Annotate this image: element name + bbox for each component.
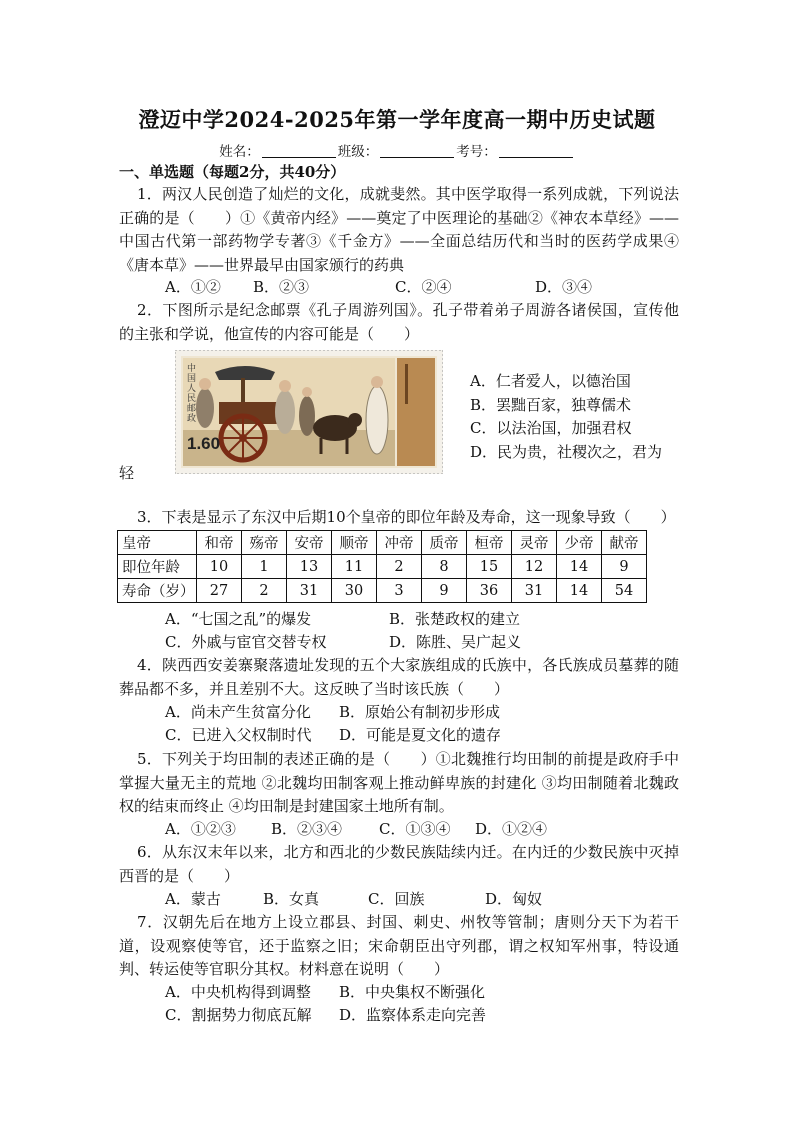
q6-option-d[interactable]: D．匈奴 (485, 890, 543, 908)
exam-no-blank[interactable] (499, 143, 573, 158)
question-5-text: 5．下列关于均田制的表述正确的是（ ）①北魏推行均田制的前提是政府手中掌握大量无主的荒地 ②北魏均田制客观上推动鲜卑族的封建化 ③均田制随着北魏政权的结束而终止 ④均田制是封建国家土地所有制。 (119, 750, 679, 815)
question-3-text: 3．下表是显示了东汉中后期10个皇帝的即位年龄及寿命，这一现象导致（ ） (137, 508, 676, 526)
table-cell: 15 (467, 555, 512, 579)
table-cell: 54 (602, 579, 647, 603)
q2-option-a[interactable]: A．仁者爱人，以德治国 (470, 372, 631, 390)
table-cell: 顺帝 (332, 531, 377, 555)
row-header-accession-age: 即位年龄 (118, 555, 197, 579)
table-cell: 和帝 (197, 531, 242, 555)
table-row-emperors (118, 531, 647, 555)
student-info-line (0, 140, 794, 160)
table-row-lifespan (118, 579, 647, 603)
table-cell: 9 (602, 555, 647, 579)
exam-no-label: 考号： (456, 144, 497, 160)
q3-option-d[interactable]: D．陈胜、吴广起义 (389, 633, 522, 651)
q2-option-d-overflow: 轻 (119, 464, 135, 482)
table-cell: 2 (377, 555, 422, 579)
question-4-text: 4．陕西西安姜寨聚落遗址发现的五个大家族组成的氏族中，各氏族成员墓葬的随葬品都不多，并且差别不大。这反映了当时该氏族（ ） (119, 656, 679, 698)
q7-option-c[interactable]: C．割据势力彻底瓦解 (165, 1006, 312, 1024)
q6-option-c[interactable]: C．回族 (368, 890, 425, 908)
table-cell: 3 (377, 579, 422, 603)
q3-option-a[interactable]: A．“七国之乱”的爆发 (165, 610, 312, 628)
q5-option-a[interactable]: A．①②③ (165, 820, 236, 838)
stamp-country-label: 中国人民邮政 (187, 364, 197, 424)
q4-option-c[interactable]: C．已进入父权制时代 (165, 726, 312, 744)
q1-option-d[interactable]: D．③④ (535, 278, 593, 296)
question-2-options (470, 370, 662, 464)
q1-option-c[interactable]: C．②④ (395, 278, 452, 296)
q1-option-b[interactable]: B．②③ (253, 278, 310, 296)
table-cell: 30 (332, 579, 377, 603)
table-cell: 桓帝 (467, 531, 512, 555)
table-cell: 少帝 (557, 531, 602, 555)
table-cell: 10 (197, 555, 242, 579)
question-6-options (165, 888, 542, 911)
table-cell: 安帝 (287, 531, 332, 555)
table-cell: 9 (422, 579, 467, 603)
q2-option-c[interactable]: C．以法治国，加强君权 (470, 419, 632, 437)
exam-title: 澄迈中学2024-2025年第一学年度高一期中历史试题 (138, 107, 656, 132)
q7-option-b[interactable]: B．中央集权不断强化 (339, 983, 486, 1001)
question-1-options (165, 276, 592, 299)
name-label: 姓名： (219, 144, 260, 160)
question-6-text: 6．从东汉末年以来，北方和西北的少数民族陆续内迁。在内迁的少数民族中灭掉西晋的是（ ） (119, 843, 679, 885)
q4-option-d[interactable]: D．可能是夏文化的遗存 (339, 726, 502, 744)
table-cell: 31 (512, 579, 557, 603)
q5-option-b[interactable]: B．②③④ (271, 820, 343, 838)
stamp-illustration (175, 350, 443, 474)
table-cell: 灵帝 (512, 531, 557, 555)
table-cell: 质帝 (422, 531, 467, 555)
question-4-options (165, 701, 501, 747)
q4-option-a[interactable]: A．尚未产生贫富分化 (165, 703, 311, 721)
table-cell: 殇帝 (242, 531, 287, 555)
name-blank[interactable] (262, 143, 336, 158)
q3-option-c[interactable]: C．外戚与宦官交替专权 (165, 633, 327, 651)
table-cell: 冲帝 (377, 531, 422, 555)
question-2-text: 2．下图所示是纪念邮票《孔子周游列国》。孔子带着弟子周游各诸侯国，宣传他的主张和学说，他宣传的内容可能是（ ） (119, 301, 679, 343)
stamp-face-value: 1.60 (187, 434, 221, 453)
q4-option-b[interactable]: B．原始公有制初步形成 (339, 703, 501, 721)
emperor-table (117, 530, 647, 603)
q3-option-b[interactable]: B．张楚政权的建立 (389, 610, 521, 628)
question-3-options (165, 608, 521, 654)
table-cell: 13 (287, 555, 332, 579)
table-cell: 12 (512, 555, 557, 579)
table-cell: 1 (242, 555, 287, 579)
q5-option-d[interactable]: D．①②④ (475, 820, 548, 838)
q5-option-c[interactable]: C．①③④ (379, 820, 451, 838)
question-1-text: 1．两汉人民创造了灿烂的文化，成就斐然。其中医学取得一系列成就，下列说法正确的是（ ）①《黄帝内经》——奠定了中医理论的基础②《神农本草经》——中国古代第一部药物学专著③《千金方》——全面总结历代和当时的医药学成果④《唐本草》——世界最早由国家颁行的药典 (119, 185, 679, 274)
q7-option-d[interactable]: D．监察体系走向完善 (339, 1006, 487, 1024)
class-blank[interactable] (380, 143, 454, 158)
q7-option-a[interactable]: A．中央机构得到调整 (165, 983, 311, 1001)
table-row-accession-age (118, 555, 647, 579)
q2-option-b[interactable]: B．罢黜百家，独尊儒术 (470, 395, 632, 414)
table-cell: 8 (422, 555, 467, 579)
table-cell: 献帝 (602, 531, 647, 555)
question-7-options (165, 981, 486, 1027)
q2-option-d[interactable]: D．民为贵，社稷次之，君为 (470, 442, 663, 461)
table-cell: 31 (287, 579, 332, 603)
table-cell: 27 (197, 579, 242, 603)
q6-option-b[interactable]: B．女真 (263, 890, 320, 908)
question-5-options (165, 818, 547, 841)
table-cell: 14 (557, 555, 602, 579)
table-cell: 2 (242, 579, 287, 603)
table-cell: 14 (557, 579, 602, 603)
row-header-lifespan: 寿命（岁） (118, 579, 197, 603)
table-cell: 11 (332, 555, 377, 579)
class-label: 班级： (337, 144, 379, 160)
q6-option-a[interactable]: A．蒙古 (165, 890, 221, 908)
table-cell: 36 (467, 579, 512, 603)
q1-option-a[interactable]: A．①② (165, 278, 221, 296)
section-heading: 一、单选题（每题2分，共40分） (119, 163, 346, 181)
row-header-emperor: 皇帝 (118, 531, 197, 555)
question-7-text: 7．汉朝先后在地方上设立郡县、封国、刺史、州牧等管制；唐则分天下为若干道，设观察使等官，还于监察之旧；宋命朝臣出守列郡，谓之权知军州事，特设通判、转运使等官职分其权。材料意在说明（ ） (119, 913, 679, 978)
confucius-stamp-image (175, 350, 443, 474)
